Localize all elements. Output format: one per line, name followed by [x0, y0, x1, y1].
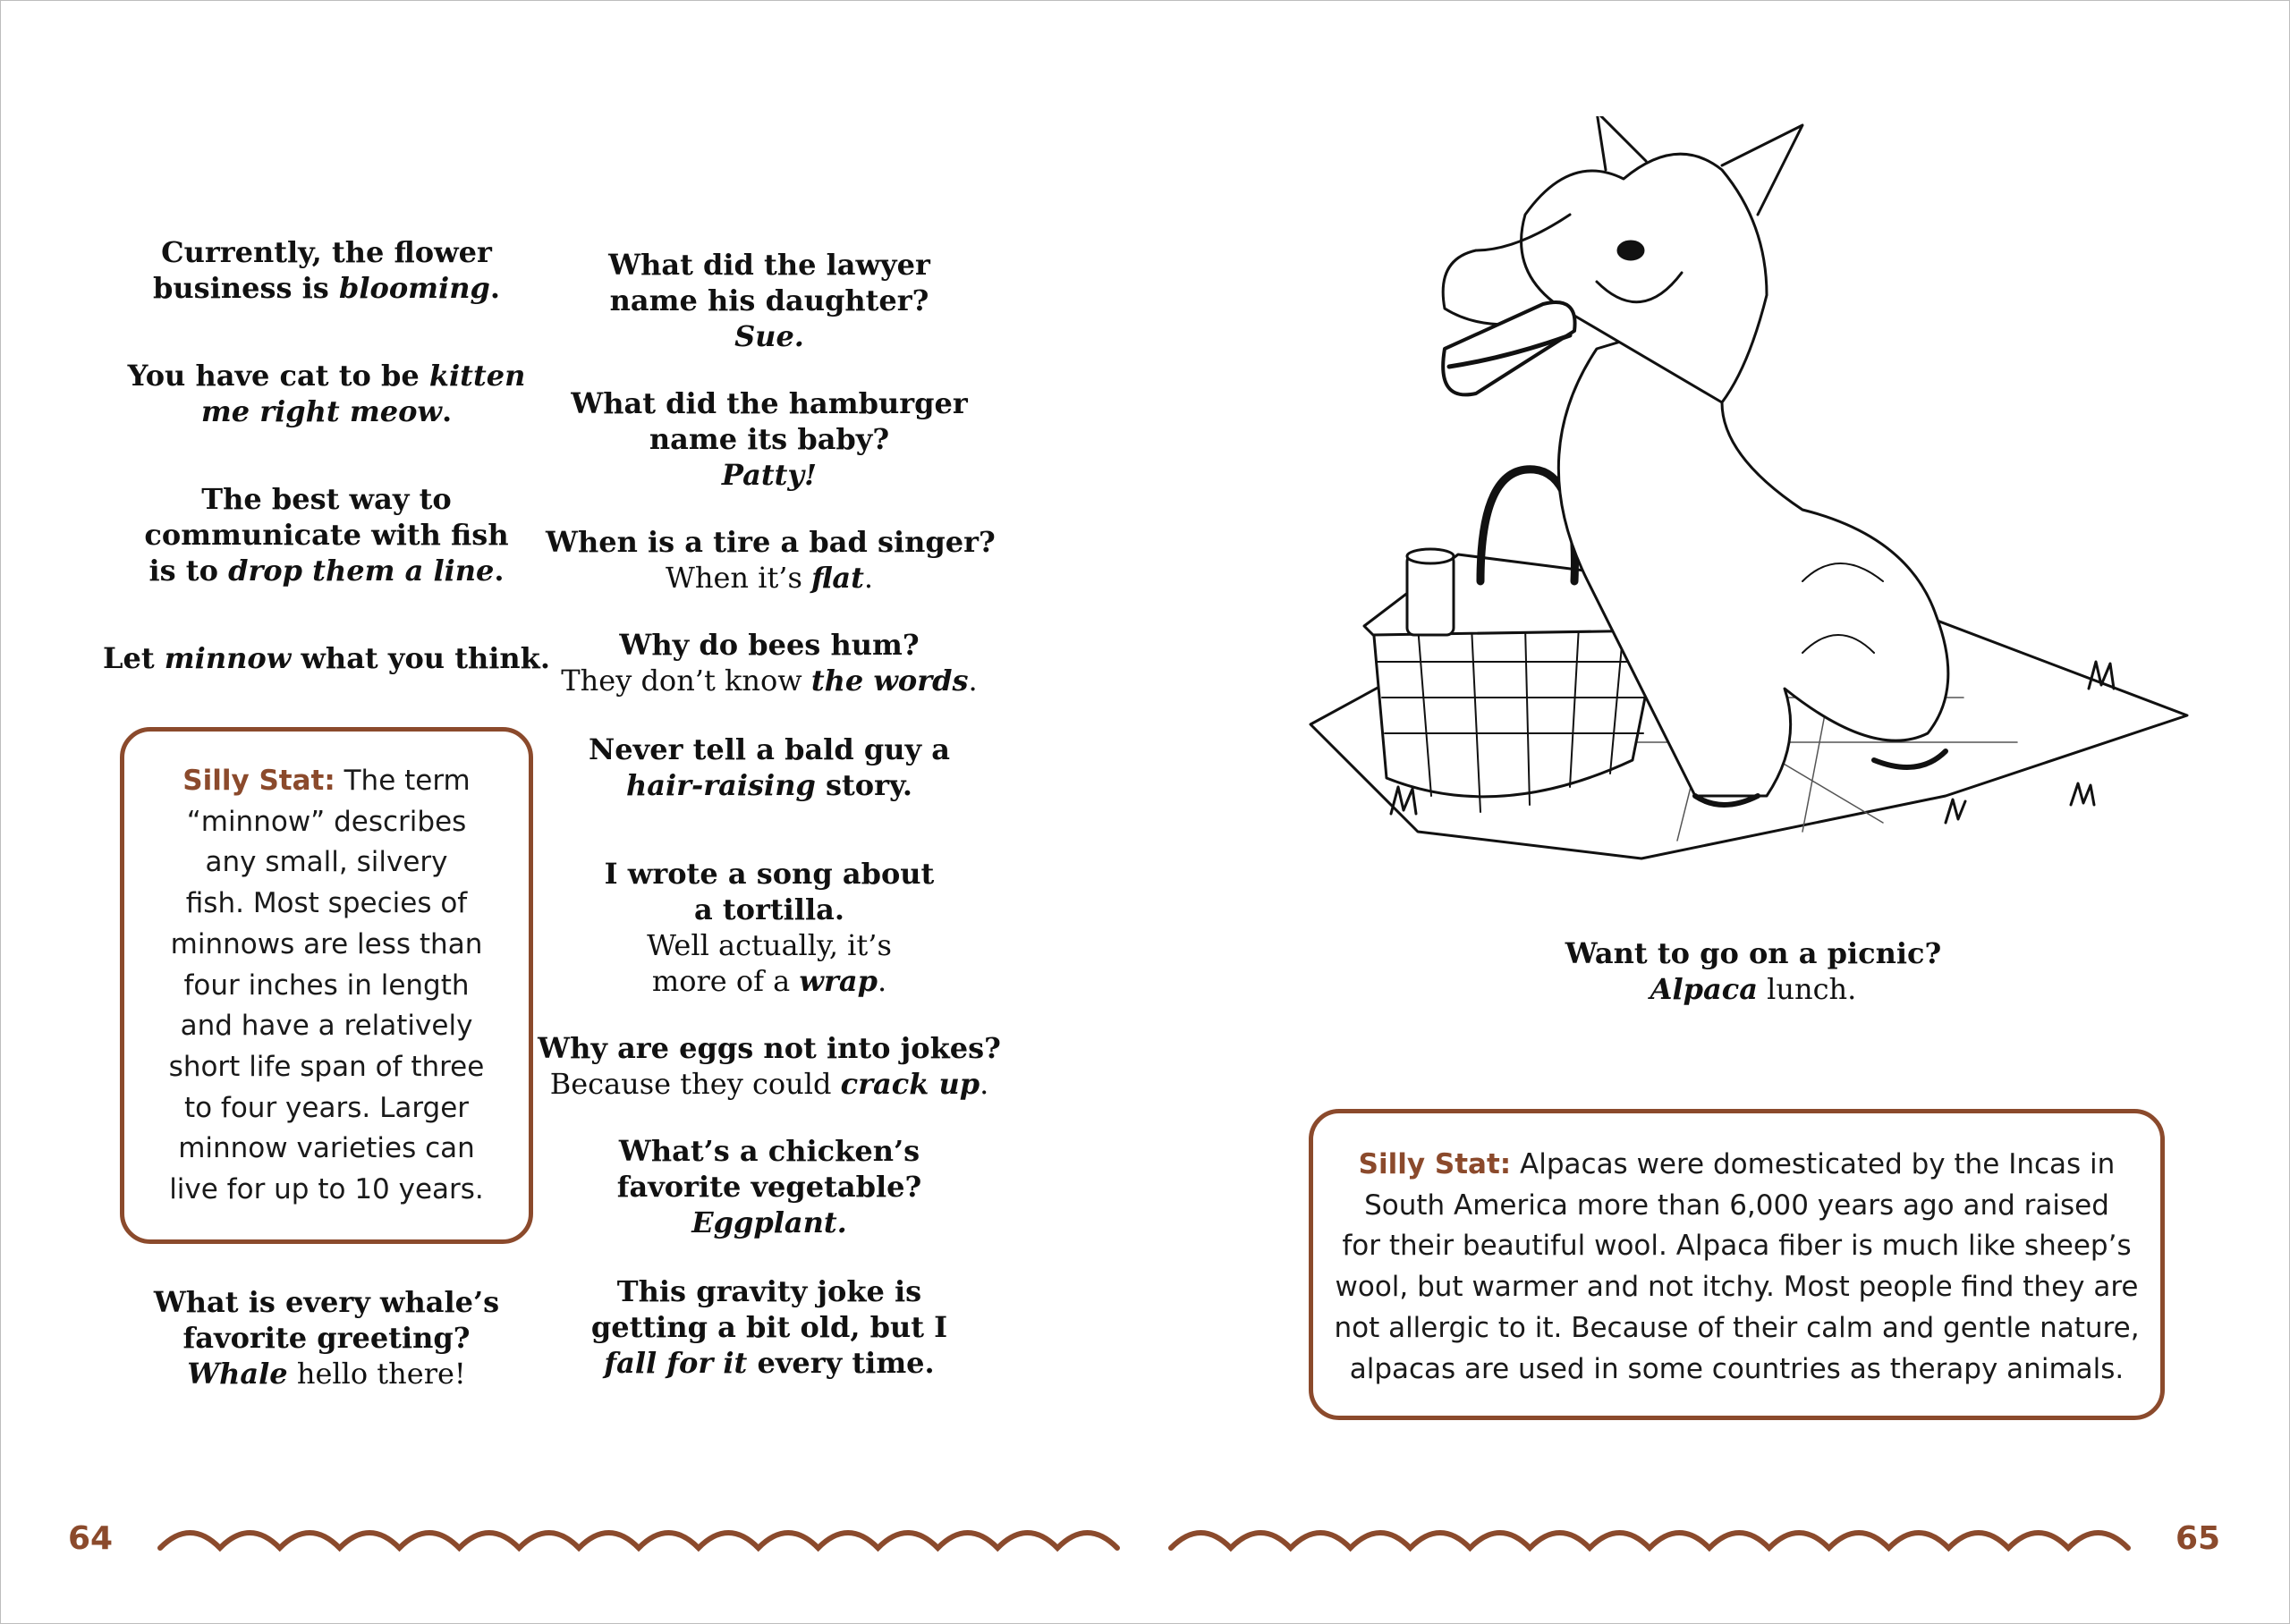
alpaca-caption: Want to go on a picnic? Alpaca lunch.	[1565, 936, 1942, 1006]
joke-lawyer: What did the lawyer name his daughter? Sue.	[608, 248, 930, 353]
grass-tuft	[2089, 662, 2114, 689]
joke-bald-guy: Never tell a bald guy a hair-raising story.	[589, 732, 950, 802]
joke-kitten: You have cat to be kitten me right meow.	[127, 359, 526, 428]
joke-chicken: What’s a chicken’s favorite vegetable? Eggplant.	[616, 1134, 922, 1239]
grass-tuft	[1946, 799, 1965, 823]
wave-divider-left	[157, 1523, 1123, 1559]
silly-stat-minnow: Silly Stat: The term “minnow” describes any small, silvery fish. Most species of minnows are less than four inches in length and have a relatively short life span of three to four years. Larger minnow varieties can live for up to 10 years.	[120, 727, 533, 1244]
alpaca-picnic-illustration	[1302, 116, 2214, 885]
page-number-right: 65	[2176, 1520, 2221, 1557]
joke-tire: When is a tire a bad singer? When it’s flat.	[546, 525, 996, 595]
joke-whale: What is every whale’s favorite greeting? Whale hello there!	[153, 1285, 500, 1391]
joke-eggs: Why are eggs not into jokes? Because they could crack up.	[538, 1031, 1001, 1101]
silly-stat-alpaca: Silly Stat: Alpacas were domesticated by the Incas in South America more than 6,000 years ago and raised for their beautiful wool. Alpaca fiber is much like sheep’s wool, but warmer and not itchy. Most people find they are not allergic to it. Because of their calm and gentle nature, alpacas are used in some countries as therapy animals.	[1309, 1109, 2165, 1420]
wave-divider-right	[1167, 1523, 2133, 1559]
joke-hamburger: What did the hamburger name its baby? Patty!	[571, 386, 968, 492]
joke-bees: Why do bees hum? They don’t know the words.	[561, 628, 978, 698]
page-number-left: 64	[68, 1520, 114, 1557]
joke-minnow: Let minnow what you think.	[103, 641, 550, 675]
joke-gravity: This gravity joke is getting a bit old, but I fall for it every time.	[590, 1274, 948, 1380]
joke-fish-line: The best way to communicate with fish is to drop them a line.	[144, 482, 509, 588]
joke-tortilla: I wrote a song about a tortilla. Well actually, it’s more of a wrap.	[604, 857, 935, 998]
joke-flower-business: Currently, the flower business is blooming.	[153, 235, 500, 305]
grass-tuft	[2071, 783, 2094, 805]
